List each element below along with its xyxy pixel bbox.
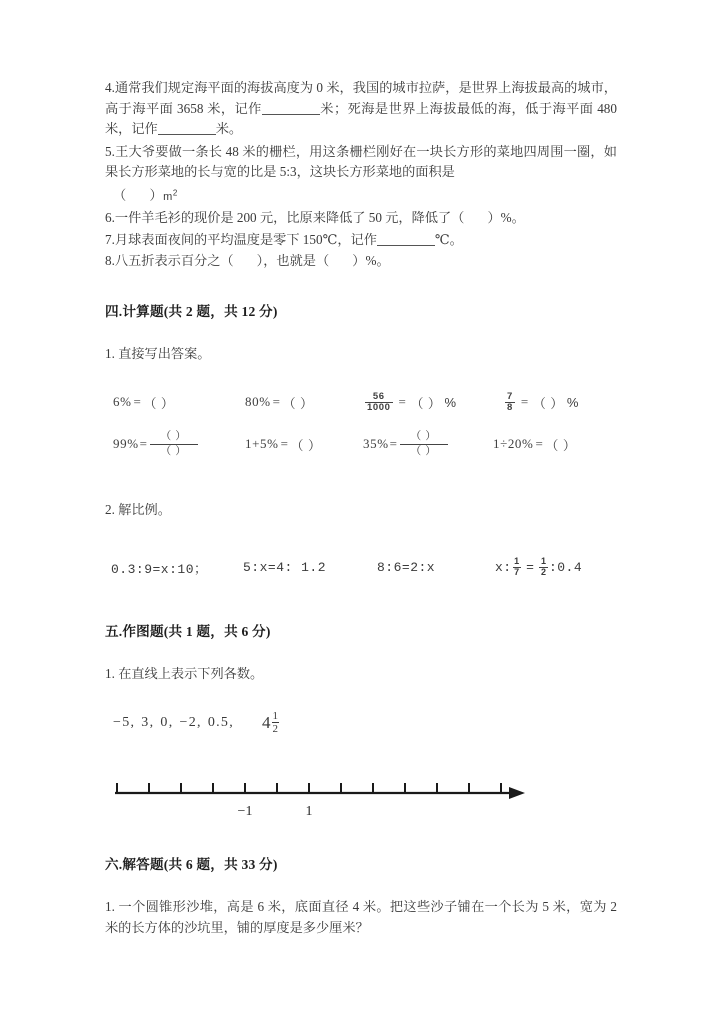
calc-1-4-fraction: [505, 392, 515, 413]
question-8-text-middle: ），也就是（: [256, 253, 330, 269]
calc-1-1-lhs: 6%: [113, 394, 132, 409]
question-7-number: 7.: [105, 231, 115, 247]
calc-1-3-numerator: 56: [372, 390, 385, 402]
number-list-item-1: −5,: [113, 714, 136, 730]
question-8-blank-1[interactable]: [234, 253, 257, 268]
calc-1-4-eq: =: [520, 394, 529, 409]
calc-2-2-eq: =: [280, 436, 289, 451]
calc-2-1-denominator[interactable]: （ ）: [150, 444, 198, 459]
calc-1-4-answer[interactable]: （ ）: [532, 395, 564, 411]
mixed-denominator: 2: [272, 723, 279, 736]
section-six-q1: 1. 一个圆锥形沙堆，高是 6 米，底面直径 4 米。把这些沙子铺在一个长为 5 米，宽为 2 米的长方体的沙坑里，铺的厚度是多少厘米？: [105, 899, 617, 935]
number-line-label-pos1: 1: [305, 804, 313, 820]
calc-1-3-eq: =: [398, 394, 407, 409]
proportion-2[interactable]: 5:x=4: 1.2: [243, 559, 327, 575]
question-8-number: 8.: [105, 253, 115, 269]
proportion-4-f2-denominator: 2: [540, 566, 547, 577]
calc-2-1-lhs: 99%: [113, 436, 139, 451]
question-6-text-after: ）%。: [487, 210, 525, 226]
calc-2-4-lhs: 1÷20%: [493, 436, 534, 451]
calc-item-2-2[interactable]: [245, 427, 322, 461]
calc-2-3-eq: =: [389, 436, 398, 451]
calc-1-1-answer[interactable]: （ ）: [143, 395, 175, 411]
calc-2-4-eq: =: [535, 436, 544, 451]
proportion-4[interactable]: [495, 549, 582, 585]
calc-2-3-numerator[interactable]: （ ）: [410, 429, 437, 442]
number-list-item-2: 3,: [141, 714, 155, 730]
calc-1-4-denominator: 8: [507, 401, 513, 413]
calc-1-2-answer[interactable]: （ ）: [282, 395, 314, 411]
proportion-4-f1-numerator: 1: [514, 555, 520, 566]
question-8-blank-2[interactable]: [329, 253, 352, 268]
proportion-4-fraction-1: [513, 557, 522, 578]
mixed-fraction: [272, 710, 280, 735]
question-4-blank-1[interactable]: [262, 114, 320, 115]
proportion-4-fraction-2: [539, 557, 548, 578]
calc-1-3-suffix: %: [444, 394, 457, 410]
question-4-number: 4.: [105, 80, 115, 95]
calc-2-3-answer-fraction[interactable]: [400, 430, 448, 459]
proportion-4-eq: =: [526, 559, 535, 575]
calc-2-3-denominator[interactable]: （ ）: [400, 444, 448, 459]
question-7: [105, 230, 617, 251]
proportion-4-lead: x:: [495, 559, 512, 575]
proportion-1[interactable]: 0.3:9=x:10；: [111, 561, 208, 577]
question-4-text-a: 通常我们规定海平面的海拔高度为 0 米，我国的城市拉萨，是世界上海拔最高的城市，高于海平面 3658 米，记作: [105, 80, 617, 116]
calc-2-1-numerator[interactable]: （ ）: [160, 429, 187, 442]
calc-row-2: [105, 427, 617, 461]
number-line-arrow-icon: [509, 787, 525, 799]
proportion-3[interactable]: 8:6=2:x: [377, 559, 436, 575]
calc-item-1-1[interactable]: [113, 385, 175, 419]
worksheet-content: [105, 78, 617, 938]
section-four-heading: 四.计算题(共 2 题，共 12 分): [105, 304, 278, 319]
question-5: [105, 142, 617, 183]
number-line-svg: [105, 771, 617, 829]
proportion-4-tail: :0.4: [548, 559, 583, 575]
number-list-item-5: 0.5,: [207, 714, 235, 730]
question-5-answer-line[interactable]: [113, 183, 617, 207]
mixed-whole: 4: [262, 712, 271, 732]
question-4-blank-2[interactable]: [158, 134, 216, 135]
question-7-text-after: ℃。: [434, 231, 463, 247]
mixed-numerator: 1: [272, 710, 279, 722]
calc-2-1-eq: =: [139, 436, 148, 451]
question-4-text-b: 米；死海是世界上海拔最低的海，低于海平面 480 米，记作: [105, 100, 617, 137]
calc-1-3-denominator: 1000: [367, 401, 391, 413]
calc-item-1-4[interactable]: [503, 385, 579, 419]
calc-2-4-answer[interactable]: （ ）: [545, 437, 577, 453]
calc-1-1-eq: =: [133, 394, 142, 409]
section-six-heading: 六.解答题(共 6 题，共 33 分): [105, 857, 278, 873]
section-four-q1-label: 1. 直接写出答案。: [105, 346, 211, 361]
question-8: [105, 251, 617, 272]
calc-1-2-lhs: 80%: [245, 394, 271, 409]
number-list-item-4: −2,: [179, 714, 202, 730]
calc-2-2-answer[interactable]: （ ）: [290, 437, 322, 453]
question-6: [105, 208, 617, 229]
question-8-text-after: ）%。: [352, 253, 390, 269]
calc-item-2-4[interactable]: [493, 427, 576, 461]
question-7-blank[interactable]: [377, 245, 435, 246]
number-list-item-6-mixed-number: [262, 710, 279, 735]
question-5-number: 5.: [105, 143, 115, 159]
number-list: [113, 710, 617, 735]
calc-1-3-answer[interactable]: （ ）: [410, 395, 442, 411]
question-6-blank[interactable]: [464, 210, 487, 225]
calc-item-2-3[interactable]: [363, 427, 449, 461]
calc-item-1-2[interactable]: [245, 385, 314, 419]
question-8-text-before: 八五折表示百分之（: [114, 253, 234, 269]
calc-1-2-eq: =: [272, 394, 281, 409]
proportion-4-f1-denominator: 7: [514, 566, 520, 577]
section-four-q2-label: 2. 解比例。: [105, 502, 171, 517]
question-6-text-before: 一件羊毛衫的现价是 200 元，比原来降低了 50 元，降低了（: [114, 210, 465, 226]
calc-2-3-lhs: 35%: [363, 436, 389, 451]
question-5-text: 王大爷要做一条长 48 米的栅栏，用这条栅栏刚好在一块长方形的菜地四周围一圈，如果长方形菜地的长与宽的比是 5:3，这块长方形菜地的面积是: [105, 143, 617, 180]
proportion-4-f2-numerator: 1: [540, 555, 547, 566]
number-line-ticks: [117, 783, 501, 793]
proportion-row: [105, 549, 617, 585]
section-five-heading: 五.作图题(共 1 题，共 6 分): [105, 624, 271, 639]
question-5-answer-paren[interactable]: （ ）: [113, 187, 164, 203]
question-5-unit: $m^2$: [163, 187, 178, 203]
question-4-text-c: 米。: [215, 121, 243, 137]
number-line-label-neg1: −1: [237, 804, 253, 820]
calc-item-1-3[interactable]: [363, 385, 457, 419]
calc-1-3-fraction: [365, 392, 393, 413]
calc-2-2-lhs: 1+5%: [245, 436, 279, 451]
question-4: [105, 78, 617, 140]
calc-item-2-1[interactable]: [113, 427, 199, 461]
calc-1-4-numerator: 7: [507, 390, 513, 402]
calc-1-4-suffix: %: [566, 394, 580, 410]
section-five-q1-label: 1. 在直线上表示下列各数。: [105, 666, 264, 681]
question-7-text-before: 月球表面夜间的平均温度是零下 150℃，记作: [114, 231, 377, 247]
number-line-diagram: [105, 771, 617, 831]
question-6-number: 6.: [105, 210, 115, 226]
number-list-item-3: 0,: [160, 714, 174, 730]
calc-row-1: [105, 385, 617, 419]
calc-2-1-answer-fraction[interactable]: [150, 430, 198, 459]
